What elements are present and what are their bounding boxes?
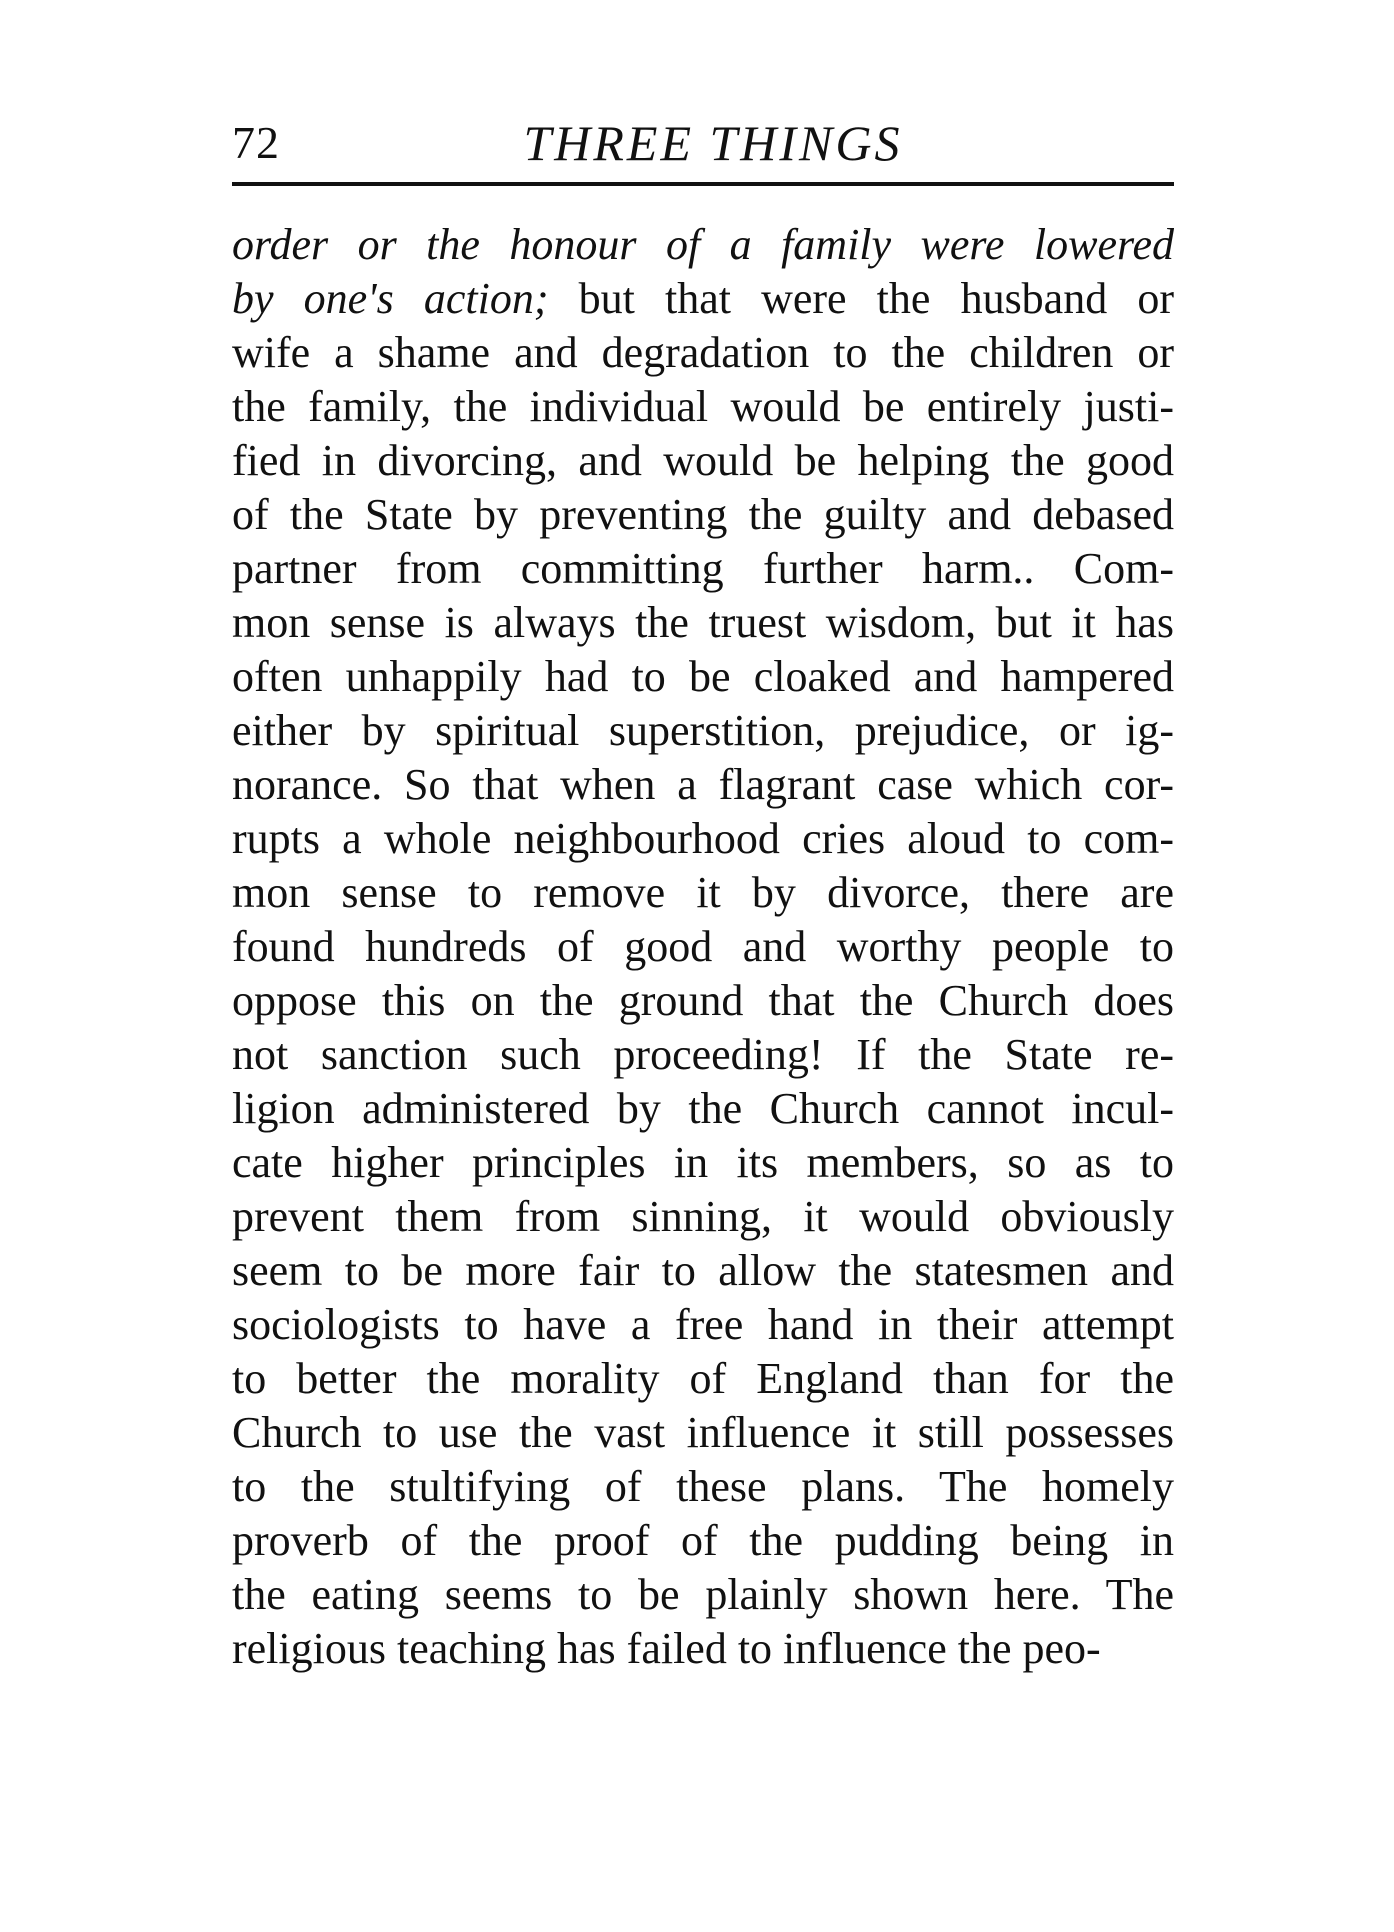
text-line [232,1460,1174,1514]
roman-text: proverb of the proof of the pudding being in [232,1516,1174,1565]
text-line [232,1406,1174,1460]
roman-text: the family, the individual would be entirely justi- [232,382,1174,431]
roman-text: wife a shame and degradation to the children or [232,328,1174,377]
roman-text: fied in divorcing, and would be helping the good [232,436,1174,485]
header-rule [232,182,1174,186]
text-line [232,812,1174,866]
roman-text: to better the morality of England than for the [232,1354,1174,1403]
roman-text: prevent them from sinning, it would obviously [232,1192,1174,1241]
text-line [232,650,1174,704]
italic-text: order or the honour of a family were lowered [232,220,1174,269]
roman-text: but that were the husband or [548,274,1174,323]
roman-text: the eating seems to be plainly shown here. The [232,1570,1174,1619]
running-title: THREE THINGS [523,115,903,171]
text-line [232,866,1174,920]
text-line [232,1514,1174,1568]
roman-text: cate higher principles in its members, so as to [232,1138,1174,1187]
roman-text: sociologists to have a free hand in their attempt [232,1300,1174,1349]
text-line [232,758,1174,812]
text-line [232,1568,1174,1622]
roman-text: religious teaching has failed to influence the peo- [232,1624,1101,1673]
roman-text: mon sense is always the truest wisdom, but it has [232,598,1174,647]
roman-text: oppose this on the ground that the Church does [232,976,1174,1025]
text-line [232,488,1174,542]
roman-text: mon sense to remove it by divorce, there are [232,868,1174,917]
roman-text: Church to use the vast influence it still possesses [232,1408,1174,1457]
roman-text: often unhappily had to be cloaked and hampered [232,652,1174,701]
roman-text: rupts a whole neighbourhood cries aloud to com- [232,814,1174,863]
running-head [232,110,1174,180]
text-line [232,974,1174,1028]
text-line [232,1622,1174,1676]
text-line [232,1082,1174,1136]
text-line [232,596,1174,650]
text-line [232,1244,1174,1298]
text-line [232,1190,1174,1244]
roman-text: to the stultifying of these plans. The homely [232,1462,1174,1511]
body-text [232,218,1174,1676]
text-line [232,1136,1174,1190]
text-line [232,218,1174,272]
italic-text: by one's action; [232,274,549,323]
page-number: 72 [232,117,280,168]
text-line [232,542,1174,596]
roman-text: ligion administered by the Church cannot incul- [232,1084,1174,1133]
text-line [232,326,1174,380]
text-line [232,1352,1174,1406]
roman-text: of the State by preventing the guilty and debased [232,490,1174,539]
text-line [232,272,1174,326]
text-line [232,1298,1174,1352]
roman-text: either by spiritual superstition, prejudice, or ig- [232,706,1174,755]
roman-text: norance. So that when a flagrant case which cor- [232,760,1174,809]
roman-text: partner from committing further harm.. Com- [232,544,1174,593]
text-line [232,380,1174,434]
text-line [232,1028,1174,1082]
text-line [232,434,1174,488]
roman-text: found hundreds of good and worthy people to [232,922,1174,971]
roman-text: not sanction such proceeding! If the State re- [232,1030,1174,1079]
text-line [232,704,1174,758]
text-line [232,920,1174,974]
roman-text: seem to be more fair to allow the statesmen and [232,1246,1174,1295]
